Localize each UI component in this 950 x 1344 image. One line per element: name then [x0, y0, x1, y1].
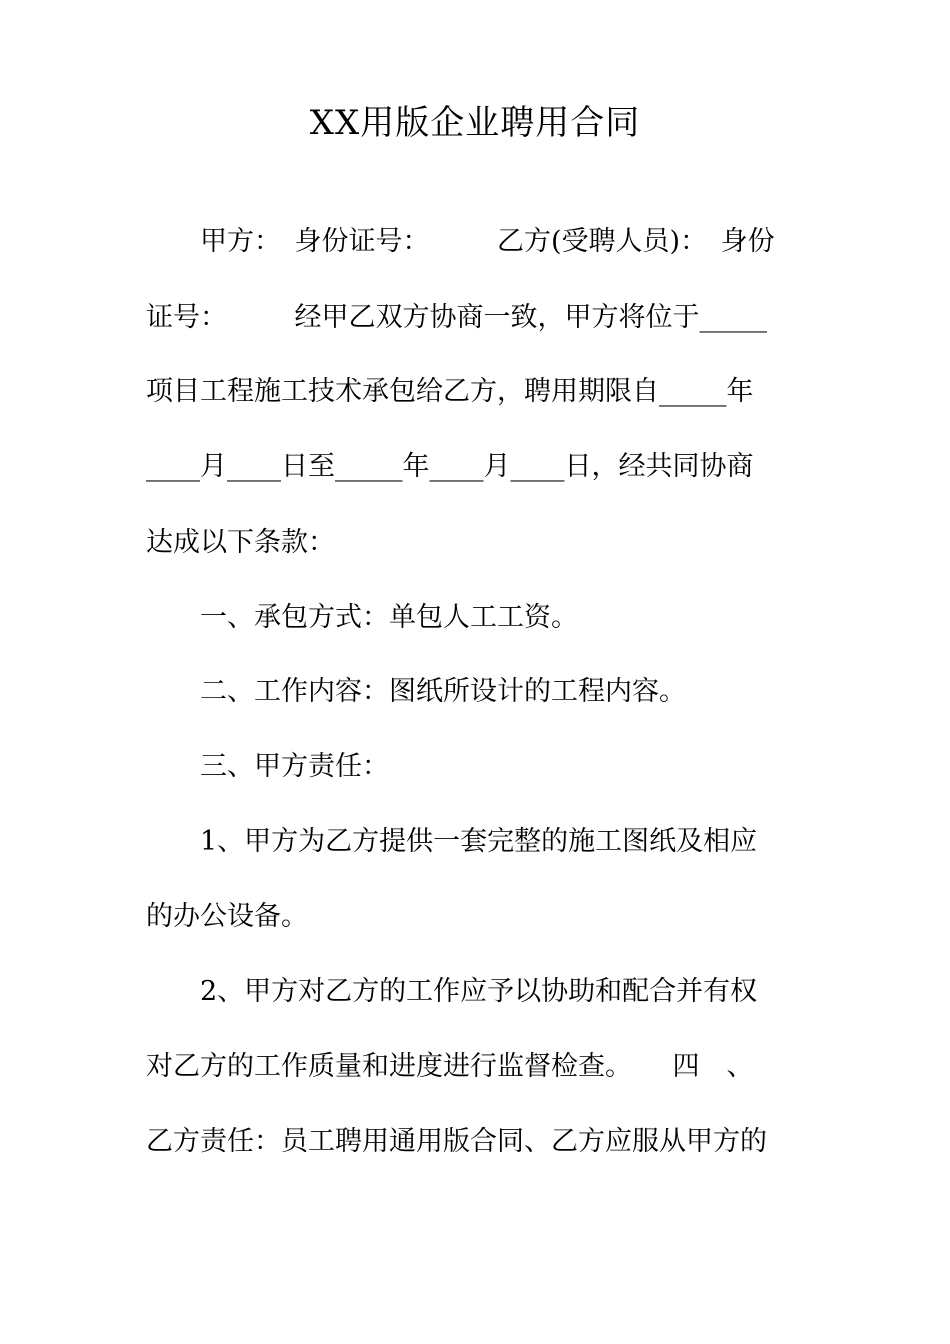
clause-4-line-1: 乙方责任：员工聘用通用版合同、乙方应服从甲方的	[146, 1126, 767, 1157]
clause-3-heading: 三、甲方责任：	[146, 751, 389, 782]
clause-2: 二、工作内容：图纸所设计的工程内容。	[146, 676, 686, 707]
clause-1: 一、承包方式：单包人工工资。	[146, 602, 578, 633]
body-line-1: 甲方： 身份证号： 乙方(受聘人员)： 身份	[146, 226, 775, 257]
clause-3-item-1-line-2: 的办公设备。	[146, 901, 308, 932]
body-line-2: 证号： 经甲乙双方协商一致，甲方将位于_____	[146, 302, 767, 333]
clause-3-item-1-line-1: 1、甲方为乙方提供一套完整的施工图纸及相应	[146, 826, 758, 857]
document-title: XX用版企业聘用合同	[309, 103, 641, 143]
body-line-4: ____月____日至_____年____月____日，经共同协商	[146, 451, 754, 482]
clause-3-item-2-line-2: 对乙方的工作质量和进度进行监督检查。 四 、	[146, 1051, 754, 1082]
body-line-3: 项目工程施工技术承包给乙方，聘用期限自_____年	[146, 376, 754, 407]
clause-3-item-2-line-1: 2、甲方对乙方的工作应予以协助和配合并有权	[146, 976, 758, 1007]
body-line-5: 达成以下条款：	[146, 527, 335, 558]
